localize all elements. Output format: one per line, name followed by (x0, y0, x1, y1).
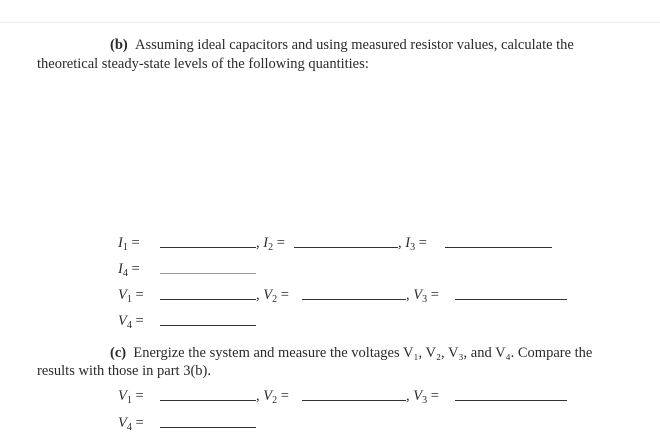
i2-label: , $I_2$ = (256, 235, 285, 253)
v3-b-label: , $V_3$ = (406, 287, 439, 305)
part-c-line2: results with those in part 3(b). (37, 363, 211, 379)
part-b-text (110, 36, 630, 54)
part-b-text-line2 (37, 55, 597, 73)
v1-c-answer-line[interactable] (160, 400, 256, 401)
i4-answer-line[interactable] (160, 273, 256, 274)
top-rule (0, 22, 660, 23)
i3-answer-line[interactable] (445, 247, 552, 248)
part-c-line1: Energize the system and measure the voltages V₁, V₂, V₃, and V₄. Compare the (133, 345, 593, 361)
v3-b-answer-line[interactable] (455, 299, 567, 300)
i1-answer-line[interactable] (160, 247, 256, 248)
v1-b-label: $V_1$ = (118, 287, 144, 305)
i1-label: $I_1$ = (118, 235, 140, 253)
v3-c-answer-line[interactable] (455, 400, 567, 401)
v2-b-answer-line[interactable] (302, 299, 406, 300)
part-c-text-line2 (37, 362, 597, 380)
v4-b-label: $V_4$ = (118, 313, 144, 331)
part-b-marker: (b) (110, 37, 128, 53)
part-c-marker: (c) (110, 345, 127, 361)
i4-label: $I_4$ = (118, 261, 140, 279)
v4-c-label: $V_4$ = (118, 415, 144, 433)
v4-c-answer-line[interactable] (160, 427, 256, 428)
i2-answer-line[interactable] (294, 247, 398, 248)
v2-c-label: , $V_2$ = (256, 388, 289, 406)
part-b-line2: theoretical steady-state levels of the following quantities: (37, 56, 369, 72)
part-c-text (110, 344, 630, 362)
v2-b-label: , $V_2$ = (256, 287, 289, 305)
part-b-line1: Assuming ideal capacitors and using measured resistor values, calculate the (134, 37, 574, 53)
v1-c-label: $V_1$ = (118, 388, 144, 406)
v3-c-label: , $V_3$ = (406, 388, 439, 406)
v1-b-answer-line[interactable] (160, 299, 256, 300)
i3-label: , $I_3$ = (398, 235, 427, 253)
v4-b-answer-line[interactable] (160, 325, 256, 326)
v2-c-answer-line[interactable] (302, 400, 406, 401)
